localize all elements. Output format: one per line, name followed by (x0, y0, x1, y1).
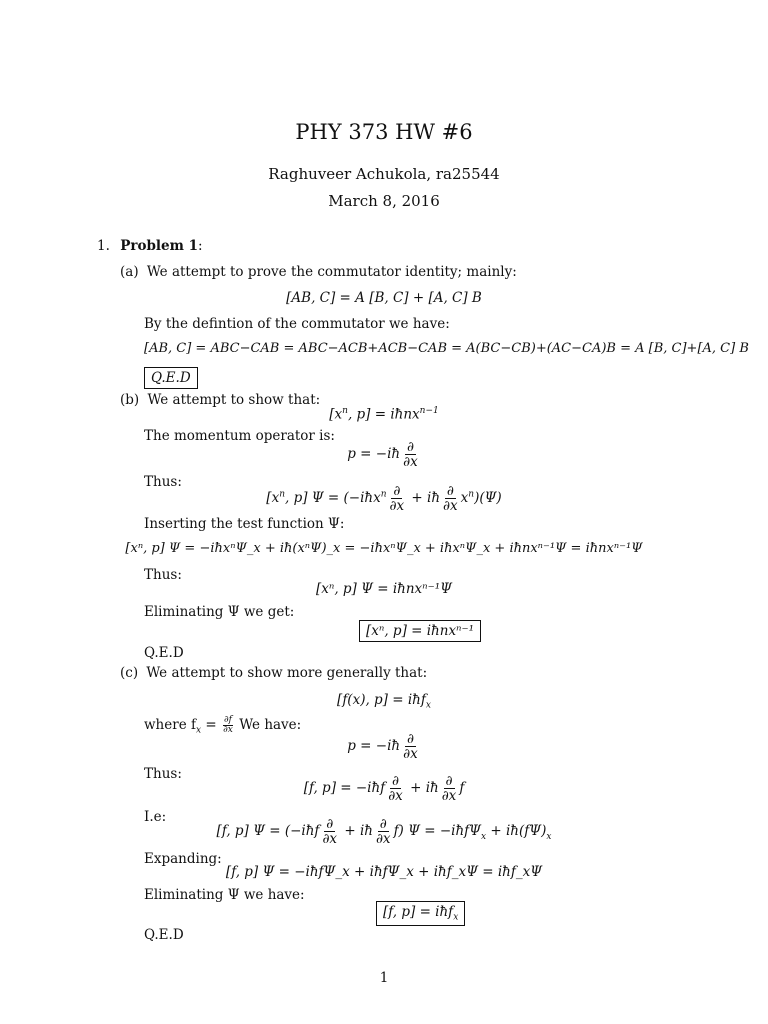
part-b-momentum-equation: p = −iħ $\frac{\partial}{\partial x}$ (347, 439, 418, 471)
part-c-thus: Thus: (144, 766, 182, 782)
problem-number: 1. (97, 238, 110, 254)
partial-fraction: $\frac{\partial}{\partial x}$ (403, 439, 418, 471)
part-c-momentum-equation: p = −iħ $\frac{\partial}{\partial x}$ (347, 731, 418, 763)
part-a-intro: We attempt to prove the commutator identity; mainly: (146, 264, 517, 280)
part-c-marker: (c) (120, 665, 139, 681)
part-c-commutator-equation: [f, p] = −iħf $\frac{\partial}{\partial x}$ + iħ $\frac{\partial}{\partial x}$ f (303, 773, 465, 805)
part-a-identity-equation: [AB, C] = A [B, C] + [A, C] B (286, 290, 482, 306)
problem-label: Problem 1 (120, 238, 198, 254)
part-b-thus-1: Thus: (144, 474, 182, 490)
part-b-target-equation: [$x^n$, p] = iħnx$^{n-1}$ (329, 406, 439, 423)
date-line: March 8, 2016 (328, 192, 440, 210)
part-c-expanded-equation: [f, p] Ψ = −iħfΨ_x + iħfΨ_x + iħf_xΨ = iħf_xΨ (225, 864, 543, 880)
part-a-intro-line (120, 264, 517, 280)
part-c-boxed-result: [f, p] = iħf$_x$ (376, 901, 465, 926)
part-a-marker: (a) (120, 264, 139, 280)
part-b-test-function-equation: [xⁿ, p] Ψ = −iħxⁿΨ_x + iħ(xⁿΨ)_x = −iħxⁿΨ_x + iħxⁿΨ_x + iħnxⁿ⁻¹Ψ = iħnxⁿ⁻¹Ψ (125, 541, 643, 556)
part-c-applied-equation: [f, p] Ψ = (−iħf $\frac{\partial}{\partial x}$ + iħ $\frac{\partial}{\partial x}$ f) Ψ = −iħfΨ$_x$ + $iħ(f\Psi)_x$ (216, 816, 552, 848)
author-line: Raghuveer Achukola, ra25544 (268, 165, 500, 183)
part-b-result-equation: [xⁿ, p] Ψ = iħnxⁿ⁻¹Ψ (315, 581, 453, 597)
part-b-marker: (b) (120, 392, 140, 408)
part-b-boxed-result: [xⁿ, p] = iħnxⁿ⁻¹ (359, 620, 481, 642)
part-c-expanding: Expanding: (144, 851, 222, 867)
part-c-intro-line (120, 665, 427, 681)
part-b-intro: We attempt to show that: (147, 392, 321, 408)
part-a-qed-box: Q.E.D (144, 367, 198, 389)
part-c-where-line: where $f_x$ = $\frac{\partial f}{\partial x}$ We have: (144, 715, 302, 736)
part-a-expansion-equation: [AB, C] = ABC−CAB = ABC−ACB+ACB−CAB = A(BC−CB)+(AC−CA)B = A [B, C]+[A, C] B (144, 341, 749, 356)
page-number: 1 (379, 970, 389, 986)
part-c-eliminating: Eliminating Ψ we have: (144, 887, 305, 903)
part-b-operator-equation: [$x^n$, p] Ψ = (−iħx$^n$ $\frac{\partial}{\partial x}$ + iħ $\frac{\partial}{\partial x}$ $x^n)(\Psi)$ (266, 483, 502, 515)
part-b-eliminating-text: Eliminating Ψ we get: (144, 604, 295, 620)
paper-title: PHY 373 HW #6 (295, 120, 473, 144)
part-b-momentum-text: The momentum operator is: (144, 428, 335, 444)
part-c-target-equation: [f(x), p] = iħf$_x$ (337, 692, 431, 711)
problem-heading (97, 238, 203, 254)
part-c-qed: Q.E.D (144, 927, 184, 943)
part-a-definition-text: By the defintion of the commutator we have: (144, 316, 450, 332)
part-b-thus-2: Thus: (144, 567, 182, 583)
part-b-qed: Q.E.D (144, 645, 184, 661)
part-b-inserting-text: Inserting the test function Ψ: (144, 516, 345, 532)
part-c-ie: I.e: (144, 809, 167, 825)
part-c-intro: We attempt to show more generally that: (146, 665, 428, 681)
problem-label-suffix: : (198, 238, 203, 254)
